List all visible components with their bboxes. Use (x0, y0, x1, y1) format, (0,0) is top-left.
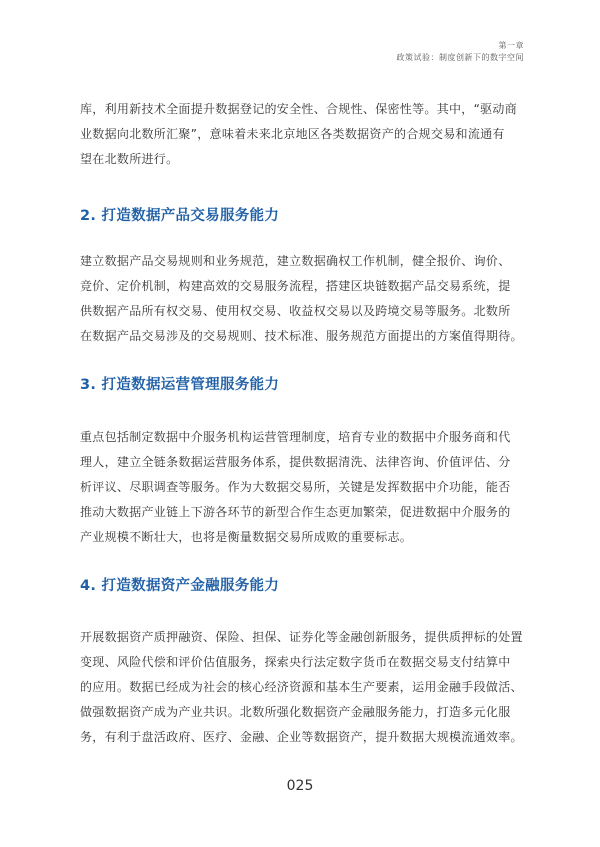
text-line: 理人，建立全链条数据运营服务体系，提供数据清洗、法律咨询、价值评估、分 (80, 455, 511, 469)
section-4-paragraph (80, 625, 535, 750)
text-line: 在数据产品交易涉及的交易规则、技术标准、服务规范方面提出的方案值得期待。 (80, 329, 523, 343)
section-heading-3: 3. 打造数据运营管理服务能力 (80, 377, 280, 393)
text-line: 竞价、定价机制，构建高效的交易服务流程，搭建区块链数据产品交易系统，提 (80, 279, 511, 293)
page-number: 025 (286, 778, 314, 794)
text-line: 做强数据资产成为产业共识。北数所强化数据资产金融服务能力，打造多元化服 (80, 705, 511, 719)
text-line: 库，利用新技术全面提升数据登记的安全性、合规性、保密性等。其中，“驱动商 (80, 102, 518, 116)
text-line: 的应用。数据已经成为社会的核心经济资源和基本生产要素，运用金融手段做活、 (80, 680, 523, 694)
section-2-paragraph (80, 249, 535, 349)
section-3-paragraph (80, 425, 535, 550)
paragraph-text (80, 249, 535, 349)
chapter-title: 政策试验：制度创新下的数字空间 (396, 53, 524, 62)
paragraph-text (80, 425, 535, 550)
text-line: 产业规模不断壮大，也将是衡量数据交易所成败的重要标志。 (80, 530, 413, 544)
text-line: 推动大数据产业链上下游各环节的新型合作生态更加繁荣，促进数据中介服务的 (80, 505, 511, 519)
section-heading-2: 2. 打造数据产品交易服务能力 (80, 208, 280, 224)
text-line: 务，有利于盘活政府、医疗、金融、企业等数据资产，提升数据大规模流通效率。 (80, 730, 523, 744)
text-line: 析评议、尽职调查等服务。作为大数据交易所，关键是发挥数据中介功能，能否 (80, 480, 511, 494)
section-heading-4: 4. 打造数据资产金融服务能力 (80, 578, 280, 594)
text-line: 开展数据资产质押融资、保险、担保、证券化等金融创新服务，提供质押标的处置 (80, 630, 523, 644)
text-line: 变现、风险代偿和评价估值服务，探索央行法定数字货币在数据交易支付结算中 (80, 655, 511, 669)
running-header (397, 40, 525, 64)
text-line: 望在北数所进行。 (80, 152, 179, 166)
text-line: 业数据向北数所汇聚”，意味着未来北京地区各类数据资产的合规交易和流通有 (80, 127, 505, 141)
intro-paragraph (80, 97, 535, 172)
paragraph-text (80, 97, 535, 172)
chapter-label: 第一章 (498, 41, 524, 50)
text-line: 重点包括制定数据中介服务机构运营管理制度，培育专业的数据中介服务商和代 (80, 430, 511, 444)
paragraph-text (80, 625, 535, 750)
text-line: 建立数据产品交易规则和业务规范，建立数据确权工作机制，健全报价、询价、 (80, 254, 511, 268)
text-line: 供数据产品所有权交易、使用权交易、收益权交易以及跨境交易等服务。北数所 (80, 304, 511, 318)
